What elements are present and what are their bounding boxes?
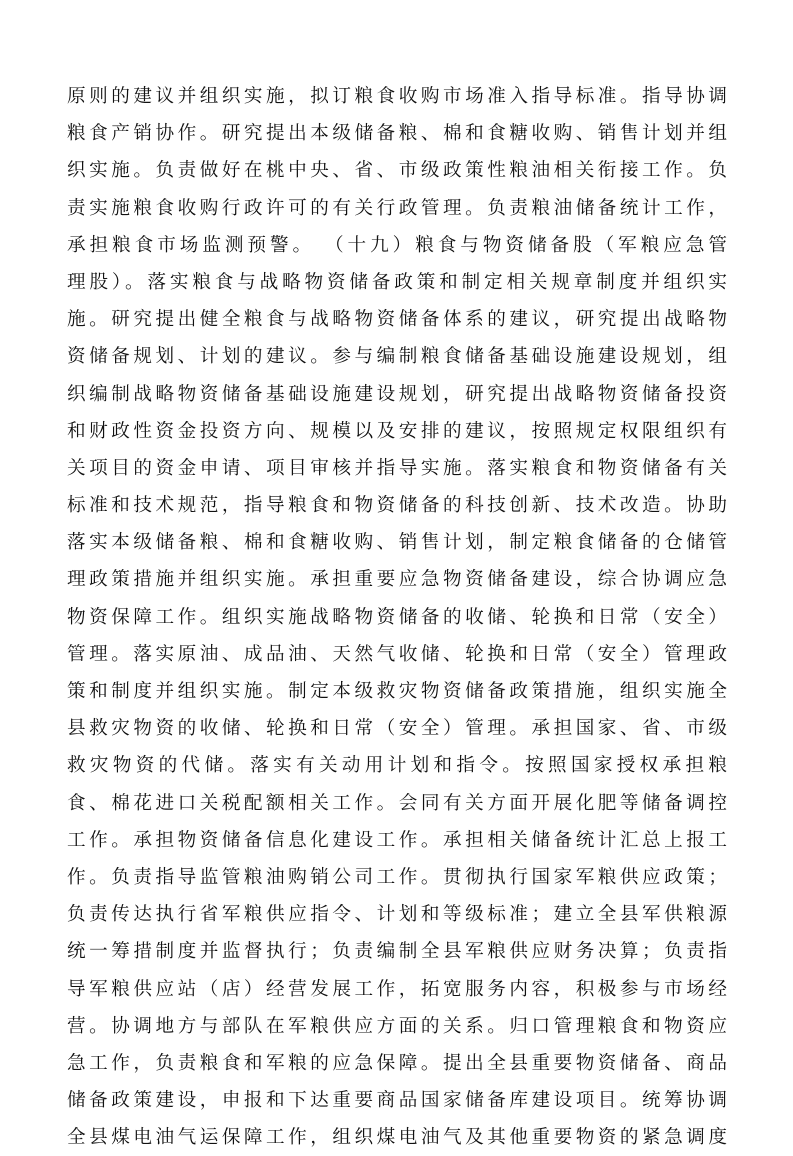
text-line: 原则的建议并组织实施，拟订粮食收购市场准入指导标准。指导协调 (67, 86, 727, 107)
text-line: 工作。承担物资储备信息化建设工作。承担相关储备统计汇总上报工 (67, 829, 727, 851)
text-line: 落实本级储备粮、棉和食糖收购、销售计划，制定粮食储备的仓储管 (67, 532, 727, 554)
text-line: 织实施。负责做好在桃中央、省、市级政策性粮油相关衔接工作。负 (67, 160, 727, 182)
text-line: 标准和技术规范，指导粮食和物资储备的科技创新、技术改造。协助 (67, 495, 727, 517)
text-line: 急工作，负责粮食和军粮的应急保障。提出全县重要物资储备、商品 (67, 1052, 727, 1074)
text-line: 救灾物资的代储。落实有关动用计划和指令。按照国家授权承担粮 (67, 755, 727, 777)
text-line: 全县煤电油气运保障工作，组织煤电油气及其他重要物资的紧急调度 (67, 1127, 727, 1149)
text-line: 粮食产销协作。研究提出本级储备粮、棉和食糖收购、销售计划并组 (67, 123, 727, 145)
text-line: 导军粮供应站（店）经营发展工作，拓宽服务内容，积极参与市场经 (67, 978, 727, 1000)
text-line: 责实施粮食收购行政许可的有关行政管理。负责粮油储备统计工作， (67, 197, 727, 219)
text-line: 关项目的资金申请、项目审核并指导实施。落实粮食和物资储备有关 (67, 457, 727, 479)
text-line: 理政策措施并组织实施。承担重要应急物资储备建设，综合协调应急 (67, 569, 727, 591)
text-line: 策和制度并组织实施。制定本级救灾物资储备政策措施，组织实施全 (67, 681, 727, 702)
text-line: 营。协调地方与部队在军粮供应方面的关系。归口管理粮食和物资应 (67, 1015, 727, 1037)
text-line: 食、棉花进口关税配额相关工作。会同有关方面开展化肥等储备调控 (67, 792, 727, 814)
text-line: 施。研究提出健全粮食与战略物资储备体系的建议，研究提出战略物 (67, 309, 727, 331)
text-line: 统一筹措制度并监督执行；负责编制全县军粮供应财务决算；负责指 (67, 941, 727, 963)
text-line: 管理。落实原油、成品油、天然气收储、轮换和日常（安全）管理政 (67, 643, 727, 665)
text-line: 储备政策建设，申报和下达重要商品国家储备库建设项目。统筹协调 (67, 1090, 727, 1112)
text-line: 理股）。落实粮食与战略物资储备政策和制定相关规章制度并组织实 (67, 271, 727, 293)
text-line: 负责传达执行省军粮供应指令、计划和等级标准；建立全县军供粮源 (67, 904, 727, 926)
text-line: 和财政性资金投资方向、规模以及安排的建议，按照规定权限组织有 (67, 420, 727, 442)
text-line: 资储备规划、计划的建议。参与编制粮食储备基础设施建设规划，组 (67, 346, 727, 368)
text-line: 承担粮食市场监测预警。 （十九）粮食与物资储备股（军粮应急管 (67, 234, 727, 256)
text-line: 物资保障工作。组织实施战略物资储备的收储、轮换和日常（安全） (67, 606, 727, 628)
text-line: 织编制战略物资储备基础设施建设规划，研究提出战略物资储备投资 (67, 383, 727, 405)
body-paragraph (67, 78, 727, 1156)
text-line: 县救灾物资的收储、轮换和日常（安全）管理。承担国家、省、市级 (67, 718, 727, 740)
text-line: 作。负责指导监管粮油购销公司工作。贯彻执行国家军粮供应政策； (67, 866, 727, 888)
